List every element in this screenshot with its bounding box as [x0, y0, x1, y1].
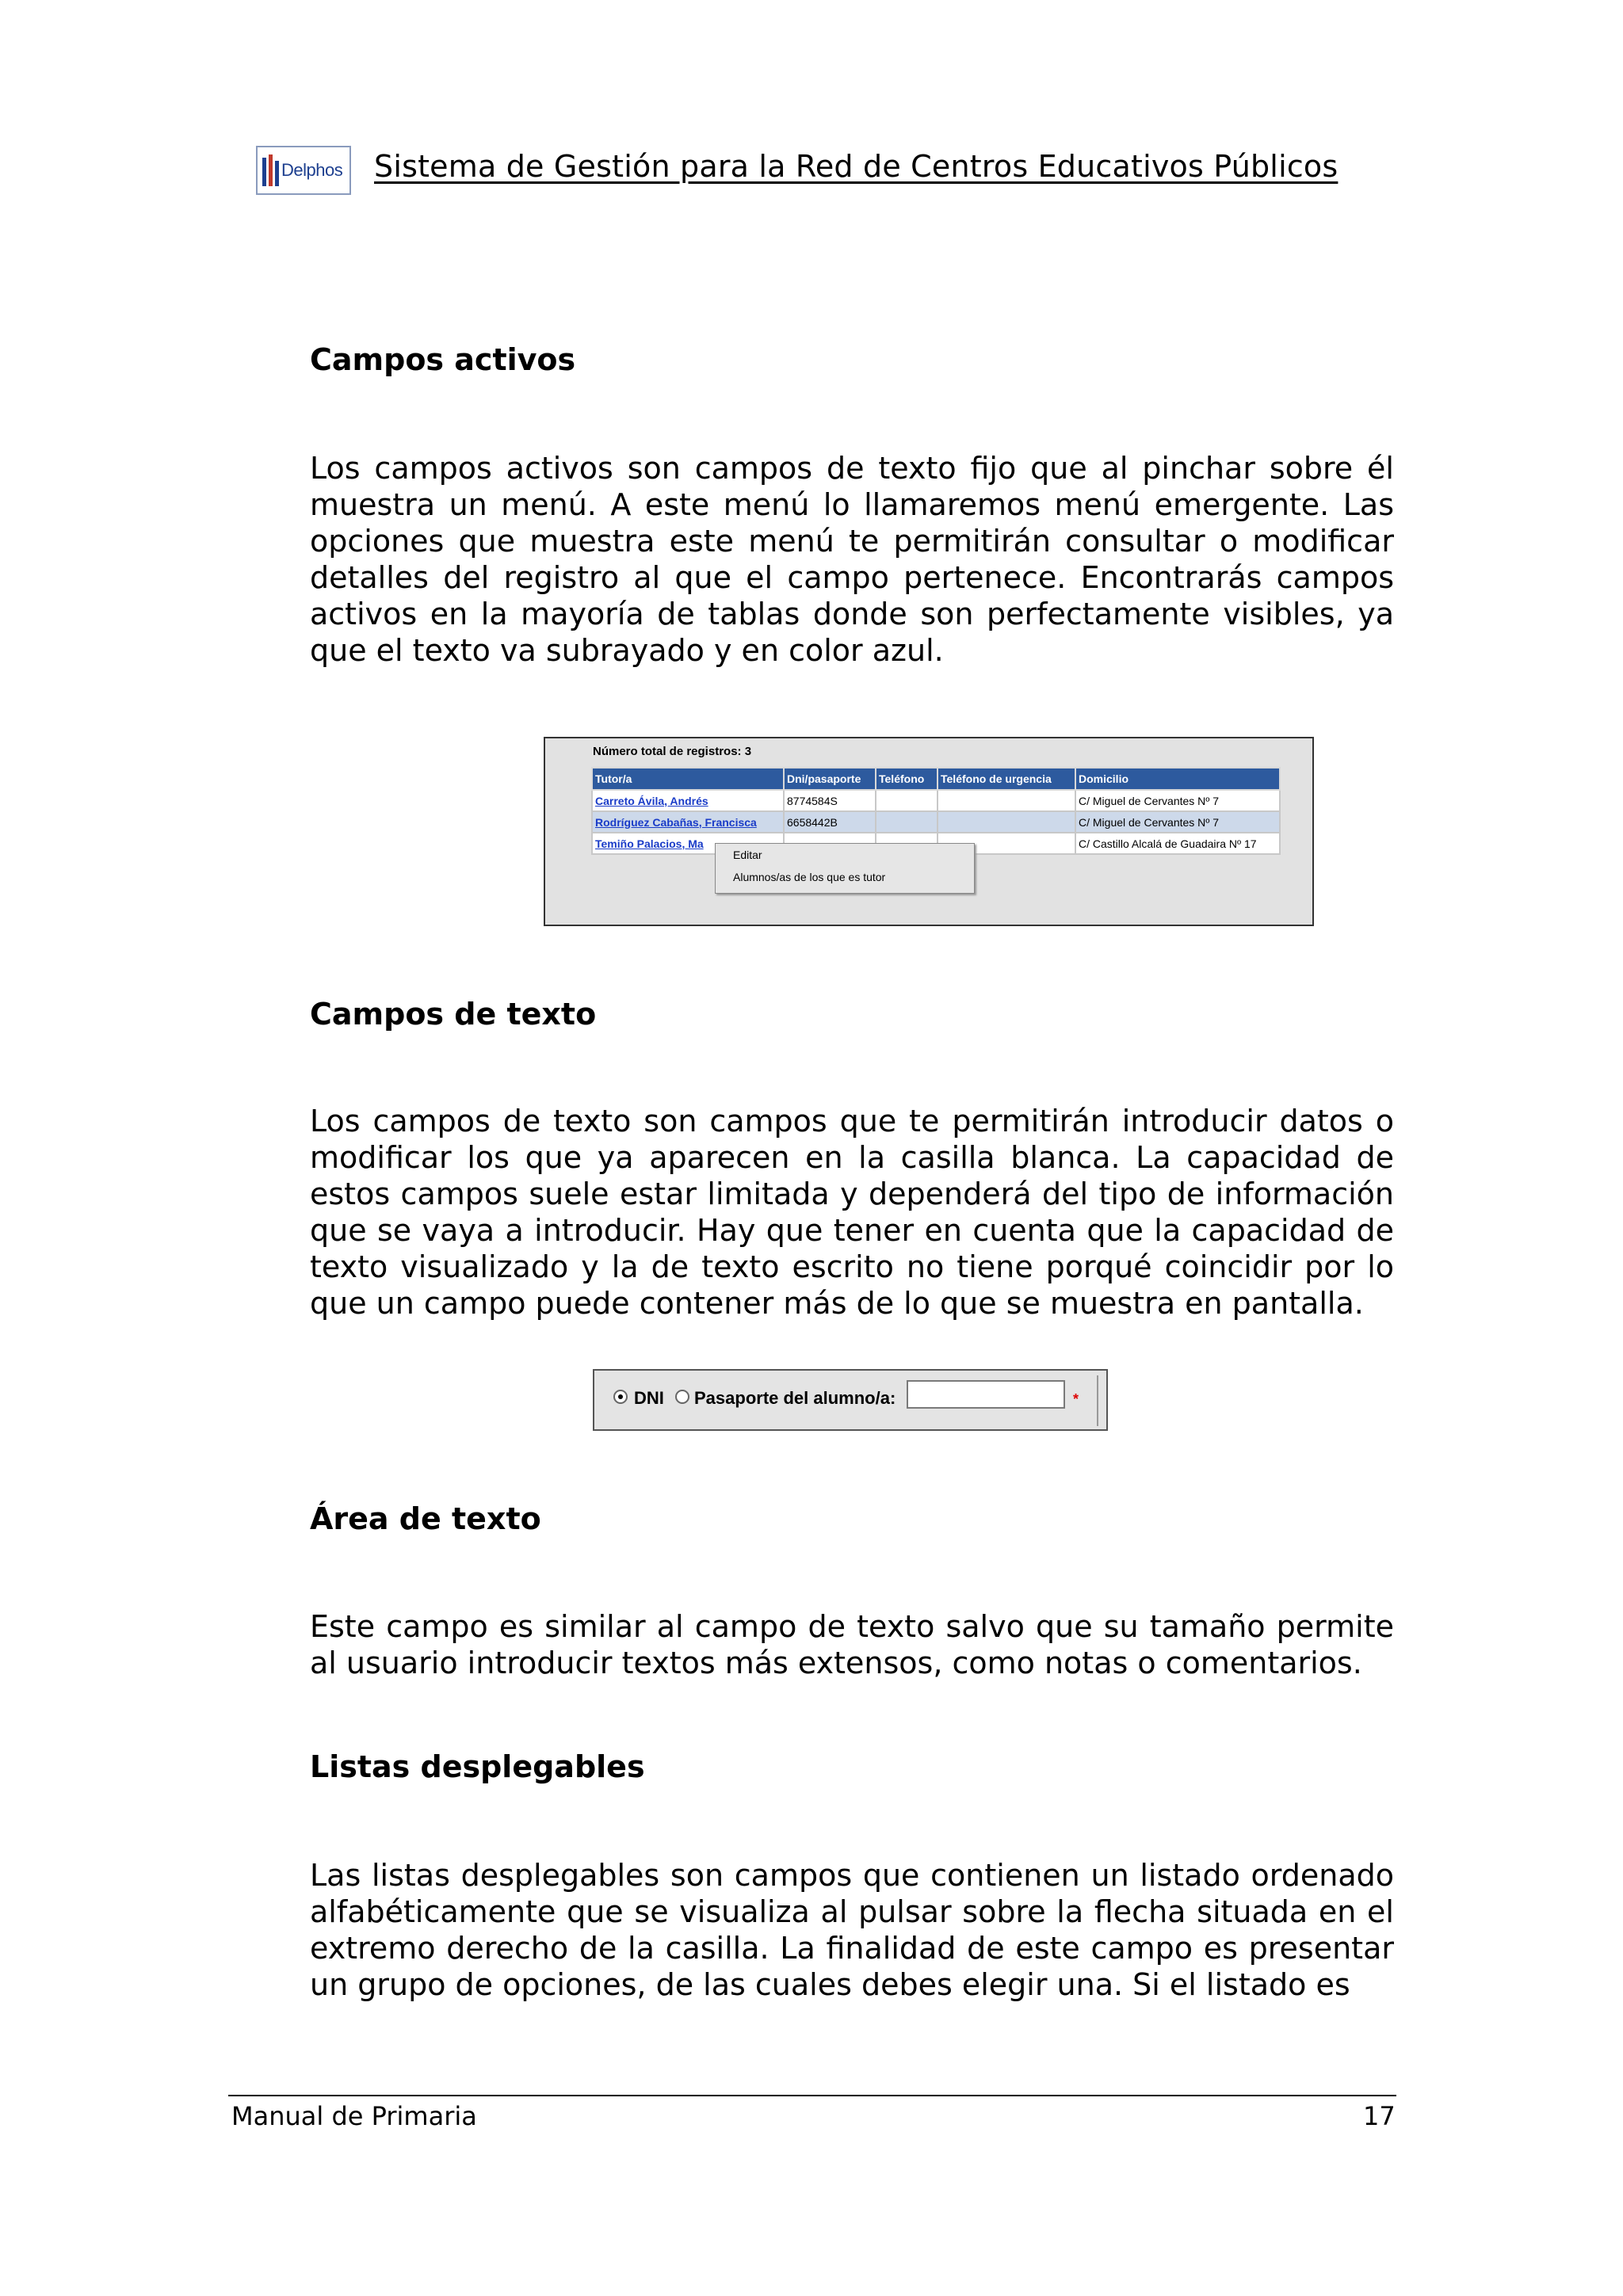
section-heading-listas-desplegables: Listas desplegables: [310, 1749, 645, 1784]
section-paragraph-listas-desplegables: Las listas desplegables son campos que contienen un listado ordenado alfabéticamente que se visualiza al pulsar sobre la flecha situada en el extremo derecho de la casilla. La finalidad de este campo es presentar un grupo de opciones, de las cuales debes elegir una. Si el listado es: [310, 1858, 1394, 2002]
table-row: [592, 790, 1280, 811]
tutor-link[interactable]: Rodríguez Cabañas, Francisca: [592, 811, 784, 833]
column-header: Tutor/a: [592, 768, 784, 790]
section-heading-campos-de-texto: Campos de texto: [310, 997, 597, 1032]
document-input[interactable]: [907, 1380, 1065, 1409]
logo-text: Delphos: [281, 160, 343, 180]
footer-page-number: 17: [1363, 2101, 1396, 2131]
required-mark: *: [1073, 1391, 1079, 1407]
table-cell: 6658442B: [784, 811, 876, 833]
column-header: Teléfono de urgencia: [938, 768, 1075, 790]
menu-item-editar[interactable]: Editar: [733, 849, 762, 861]
table-row: [592, 811, 1280, 833]
table-header-row: [592, 768, 1280, 790]
tutor-link[interactable]: Temiño Palacios, Ma: [592, 833, 784, 854]
table-cell: C/ Miguel de Cervantes Nº 7: [1075, 811, 1280, 833]
header-title: Sistema de Gestión para la Red de Centros Educativos Públicos: [374, 149, 1338, 184]
radio-passport-label: Pasaporte del alumno/a:: [694, 1388, 896, 1408]
section-heading-campos-activos: Campos activos: [310, 342, 576, 377]
total-records-label: Número total de registros: 3: [593, 745, 752, 758]
section-paragraph-campos-de-texto: Los campos de texto son campos que te permitirán introducir datos o modificar los que ya aparecen en la casilla blanca. La capacidad de estos campos suele estar limitada y dependerá del tipo de información que se vaya a introducir. Hay que tener en cuenta que la capacidad de texto visualizado y la de texto escrito no tiene porqué coincidir por lo que un campo puede contener más de lo que se muestra en pantalla.: [310, 1104, 1394, 1321]
column-header: Domicilio: [1075, 768, 1280, 790]
table-cell: [876, 811, 938, 833]
table-cell: C/ Miguel de Cervantes Nº 7: [1075, 790, 1280, 811]
panel-edge: [1097, 1375, 1103, 1426]
tutors-table: [591, 767, 1281, 855]
section-paragraph-campos-activos: Los campos activos son campos de texto fijo que al pinchar sobre él muestra un menú. A este menú lo llamaremos menú emergente. Las opciones que muestra este menú te permitirán consultar o modificar detalles del registro al que el campo pertenece. Encontrarás campos activos en la mayoría de tablas donde son perfectamente visibles, ya que el texto va subrayado y en color azul.: [310, 451, 1394, 668]
footer-manual-title: Manual de Primaria: [231, 2101, 477, 2131]
logo-icon: [262, 153, 280, 188]
table-cell: [876, 790, 938, 811]
section-paragraph-area-de-texto: Este campo es similar al campo de texto salvo que su tamaño permite al usuario introducir textos más extensos, como notas o comentarios.: [310, 1609, 1394, 1680]
menu-item-alumnos[interactable]: Alumnos/as de los que es tutor: [733, 871, 886, 883]
table-cell: C/ Castillo Alcalá de Guadaira Nº 17: [1075, 833, 1280, 854]
table-cell: [938, 811, 1075, 833]
radio-dni-label: DNI: [634, 1388, 664, 1408]
table-cell: [938, 790, 1075, 811]
footer-rule: [228, 2095, 1396, 2096]
tutor-link[interactable]: Carreto Ávila, Andrés: [592, 790, 784, 811]
column-header: Teléfono: [876, 768, 938, 790]
column-header: Dni/pasaporte: [784, 768, 876, 790]
radio-passport[interactable]: [675, 1390, 689, 1404]
active-fields-screenshot: [544, 737, 1314, 926]
table-cell: 8774584S: [784, 790, 876, 811]
radio-dni[interactable]: [613, 1390, 628, 1404]
context-menu: [715, 843, 975, 894]
delphos-logo: [256, 146, 351, 195]
text-field-screenshot: [593, 1369, 1108, 1431]
section-heading-area-de-texto: Área de texto: [310, 1501, 541, 1536]
